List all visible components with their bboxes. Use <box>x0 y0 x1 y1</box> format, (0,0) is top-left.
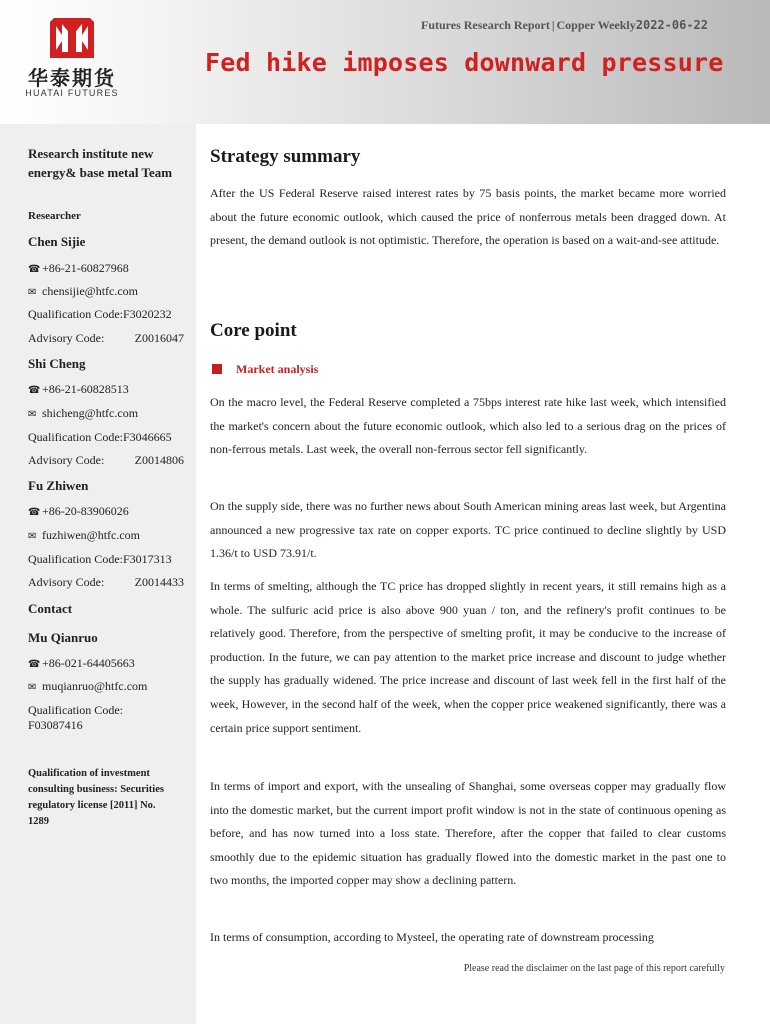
email-address: shicheng@htfc.com <box>42 406 139 420</box>
report-date: 2022-06-22 <box>635 18 708 32</box>
qualification-code: Qualification Code: F03087416 <box>28 703 123 732</box>
contact-name: Mu Qianruo <box>28 630 98 645</box>
paragraph-import-export: In terms of import and export, with the unsealing of Shanghai, some overseas copper may gradually flow into the domestic market, but the current import profit window is not in the state of continuous opening as before, and has now turned into a loss state. Therefore, after the copper that failed to clear customs smoothly due to the epidemic situation has gradually flowed into the domestic market in the past one to two months, the imported copper may show a declining pattern. <box>210 779 726 888</box>
advisory-label: Advisory Code: <box>28 453 105 467</box>
market-analysis-label: Market analysis <box>236 362 319 376</box>
report-meta <box>421 18 708 33</box>
email-row <box>28 679 147 694</box>
advisory-row <box>28 575 184 590</box>
advisory-code: Z0014806 <box>134 453 184 467</box>
qualification-code: Qualification Code:F3020232 <box>28 307 172 321</box>
phone-number: +86-021-64405663 <box>42 656 135 670</box>
advisory-label: Advisory Code: <box>28 331 105 345</box>
strategy-heading: Strategy summary <box>210 146 361 167</box>
phone-row <box>28 382 129 397</box>
contact-label: Contact <box>28 601 73 616</box>
mail-icon: ✉ <box>28 531 37 542</box>
mail-icon: ✉ <box>28 682 37 693</box>
phone-number: +86-21-60827968 <box>42 261 129 275</box>
email-address: fuzhiwen@htfc.com <box>42 528 141 542</box>
license-note: Qualification of investment consulting business: Securities regulatory license [2011] No. 1289 <box>28 768 164 827</box>
sidebar <box>0 124 196 1024</box>
advisory-label: Advisory Code: <box>28 575 105 589</box>
phone-number: +86-20-83906026 <box>42 504 129 518</box>
logo-english-name: HUATAI FUTURES <box>25 88 119 98</box>
email-row <box>28 528 140 543</box>
paragraph-supply: On the supply side, there was no further news about South American mining areas last week, but Argentina announced a new progressive tax rate on copper exports. TC price continued to decline slightly by USD 1.36/t to USD 73.91/t. <box>210 499 726 561</box>
advisory-row <box>28 331 184 346</box>
email-row <box>28 406 138 421</box>
phone-icon: ☎ <box>28 385 41 396</box>
paragraph-consumption: In terms of consumption, according to Mysteel, the operating rate of downstream processing <box>210 930 654 944</box>
footer-disclaimer: Please read the disclaimer on the last page of this report carefully <box>463 963 725 974</box>
mail-icon: ✉ <box>28 409 37 420</box>
phone-icon: ☎ <box>28 264 41 275</box>
phone-row <box>28 504 129 519</box>
qualification-code: Qualification Code:F3046665 <box>28 430 172 444</box>
phone-row <box>28 261 129 276</box>
team-name: Research institute new energy& base metal Team <box>28 146 173 180</box>
paragraph-macro: On the macro level, the Federal Reserve completed a 75bps interest rate hike last week, which intensified the market's concern about the future economic outlook, which also led to a serious drag on the prices of non-ferrous metals. Last week, the overall non-ferrous sector fell significantly. <box>210 395 726 457</box>
researcher-name: Fu Zhiwen <box>28 478 89 493</box>
report-line: Futures Research Report <box>420 18 550 32</box>
advisory-code: Z0014433 <box>134 575 184 589</box>
phone-icon: ☎ <box>28 659 41 670</box>
mail-icon: ✉ <box>28 287 37 298</box>
report-header <box>0 0 770 124</box>
advisory-row <box>28 453 184 468</box>
phone-row <box>28 656 135 671</box>
strategy-text: After the US Federal Reserve raised interest rates by 75 basis points, the market became more worried about the future economic outlook, which caused the price of nonferrous metals been dragged down. At present, the demand outlook is not optimistic. Therefore, the operation is based on a wait-and-see attitude. <box>210 186 726 248</box>
market-analysis-heading <box>212 362 318 377</box>
researcher-name: Shi Cheng <box>28 356 86 371</box>
separator: | <box>551 18 555 32</box>
email-address: muqianruo@htfc.com <box>42 679 148 693</box>
email-address: chensijie@htfc.com <box>42 284 139 298</box>
qualification-code: Qualification Code:F3017313 <box>28 552 172 566</box>
paragraph-smelting: In terms of smelting, although the TC price has dropped slightly in recent years, it still remains high as a whole. The sulfuric acid price is also above 900 yuan / ton, and the refinery's profit continues to be relatively good. Therefore, from the perspective of smelting profit, it may be conducive to the increase of production. In the future, we can pay attention to the market price increase and discount to judge whether the supply has gradually widened. The price increase and discount of last week fell in the first half of the week, However, in the second half of the week, when the copper price weakened significantly, there was a certain price support sentiment. <box>210 579 726 735</box>
advisory-code: Z0016047 <box>134 331 184 345</box>
phone-number: +86-21-60828513 <box>42 382 129 396</box>
core-point-heading: Core point <box>210 320 297 341</box>
email-row <box>28 284 138 299</box>
researcher-name: Chen Sijie <box>28 234 86 249</box>
researcher-label: Researcher <box>28 210 81 222</box>
square-bullet-icon <box>212 364 222 374</box>
report-title: Fed hike imposes downward pressure <box>205 48 724 77</box>
logo-chinese-name: 华泰期货 <box>28 66 116 90</box>
phone-icon: ☎ <box>28 507 41 518</box>
report-type: Copper Weekly <box>556 18 636 32</box>
